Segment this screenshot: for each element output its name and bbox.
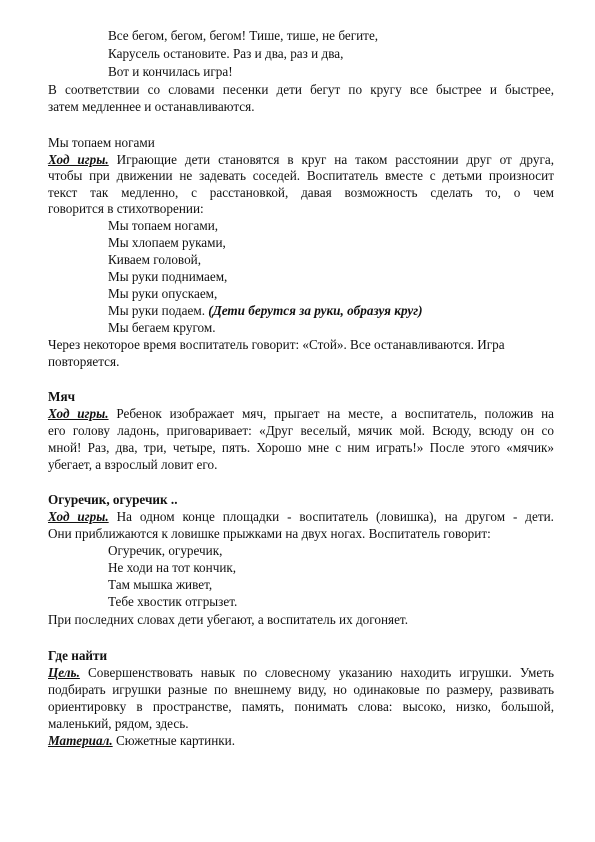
poem-line: Тебе хвостик отгрызет. [108, 594, 238, 609]
paragraph-line: мной! Раз, два, три, четыре, пять. Хорошо мне с ним играть!» После этого «мячик» [48, 440, 554, 455]
label-goal: Цель. [48, 665, 80, 680]
poem-line: Киваем головой, [108, 252, 202, 267]
poem-line: Мы топаем ногами, [108, 218, 219, 233]
poem-line: Не ходи на тот кончик, [108, 560, 237, 575]
text-span: Мы руки подаем. [108, 303, 205, 318]
text-span: Ребенок изображает мяч, прыгает на месте, а воспитатель, положив на [108, 406, 554, 421]
text-span: Сюжетные картинки. [112, 733, 236, 748]
poem-line: Мы хлопаем руками, [108, 235, 226, 250]
label-game-process: Ход игры. [48, 152, 109, 167]
paragraph-line: подбирать игрушки разные по внешнему виду, но одинаковые по размеру, развивать [48, 682, 554, 697]
paragraph-line: говорится в стихотворении: [48, 201, 204, 216]
poem-line: Все бегом, бегом, бегом! Тише, тише, не бегите, [108, 28, 379, 43]
paragraph-line [48, 733, 554, 749]
poem-line: Мы руки опускаем, [108, 286, 218, 301]
label-game-process: Ход игры. [48, 406, 109, 421]
paragraph-line: Они приближаются к ловишке прыжками на двух ногах. Воспитатель говорит: [48, 526, 491, 541]
paragraph-line [48, 665, 554, 681]
paragraph-line: затем медленнее и останавливаются. [48, 99, 255, 114]
section-title: Мяч [48, 389, 76, 404]
text-span: Совершенствовать навык по словесному указанию находить игрушки. Уметь [79, 665, 554, 680]
paragraph-line [48, 509, 554, 525]
poem-line: Мы руки поднимаем, [108, 269, 228, 284]
paragraph-line: текст так медленно, с расстановкой, давая возможность сделать то, о чем [48, 185, 554, 200]
italic-note: (Дети берутся за руки, образуя круг) [205, 303, 423, 318]
paragraph-line: В соответствии со словами песенки дети бегут по кругу все быстрее и быстрее, [48, 82, 554, 97]
paragraph-line: маленький, рядом, здесь. [48, 716, 189, 731]
poem-line: Вот и кончилась игра! [108, 64, 233, 79]
label-material: Материал. [48, 733, 113, 748]
poem-line: Там мышка живет, [108, 577, 213, 592]
label-game-process: Ход игры. [48, 509, 109, 524]
text-span: Играющие дети становятся в круг на таком расстоянии друг от друга, [108, 152, 554, 167]
paragraph-line: Через некоторое время воспитатель говорит: «Стой». Все останавливаются. Игра [48, 337, 505, 352]
text-span: На одном конце площадки - воспитатель (ловишка), на другом - дети. [108, 509, 554, 524]
paragraph-line [48, 152, 554, 168]
section-title: Мы топаем ногами [48, 135, 155, 150]
poem-line: Карусель остановите. Раз и два, раз и два, [108, 46, 344, 61]
section-title: Где найти [48, 648, 108, 663]
section-title: Огуречик, огуречик .. [48, 492, 178, 507]
paragraph-line: его голову ладонь, приговаривает: «Друг веселый, мячик мой. Всюду, всюду он со [48, 423, 554, 438]
paragraph-line: повторяется. [48, 354, 120, 369]
paragraph-line: чтобы при движении не задевать соседей. Воспитатель вместе с детьми произносит [48, 168, 554, 183]
poem-line: Огуречик, огуречик, [108, 543, 223, 558]
poem-line: Мы бегаем кругом. [108, 320, 216, 335]
paragraph-line [48, 406, 554, 422]
paragraph-line: ориентировку в пространстве, память, понимать слова: высоко, низко, большой, [48, 699, 554, 714]
paragraph-line: убегает, а взрослый ловит его. [48, 457, 218, 472]
poem-line [108, 303, 595, 319]
paragraph-line: При последних словах дети убегают, а воспитатель их догоняет. [48, 612, 408, 627]
